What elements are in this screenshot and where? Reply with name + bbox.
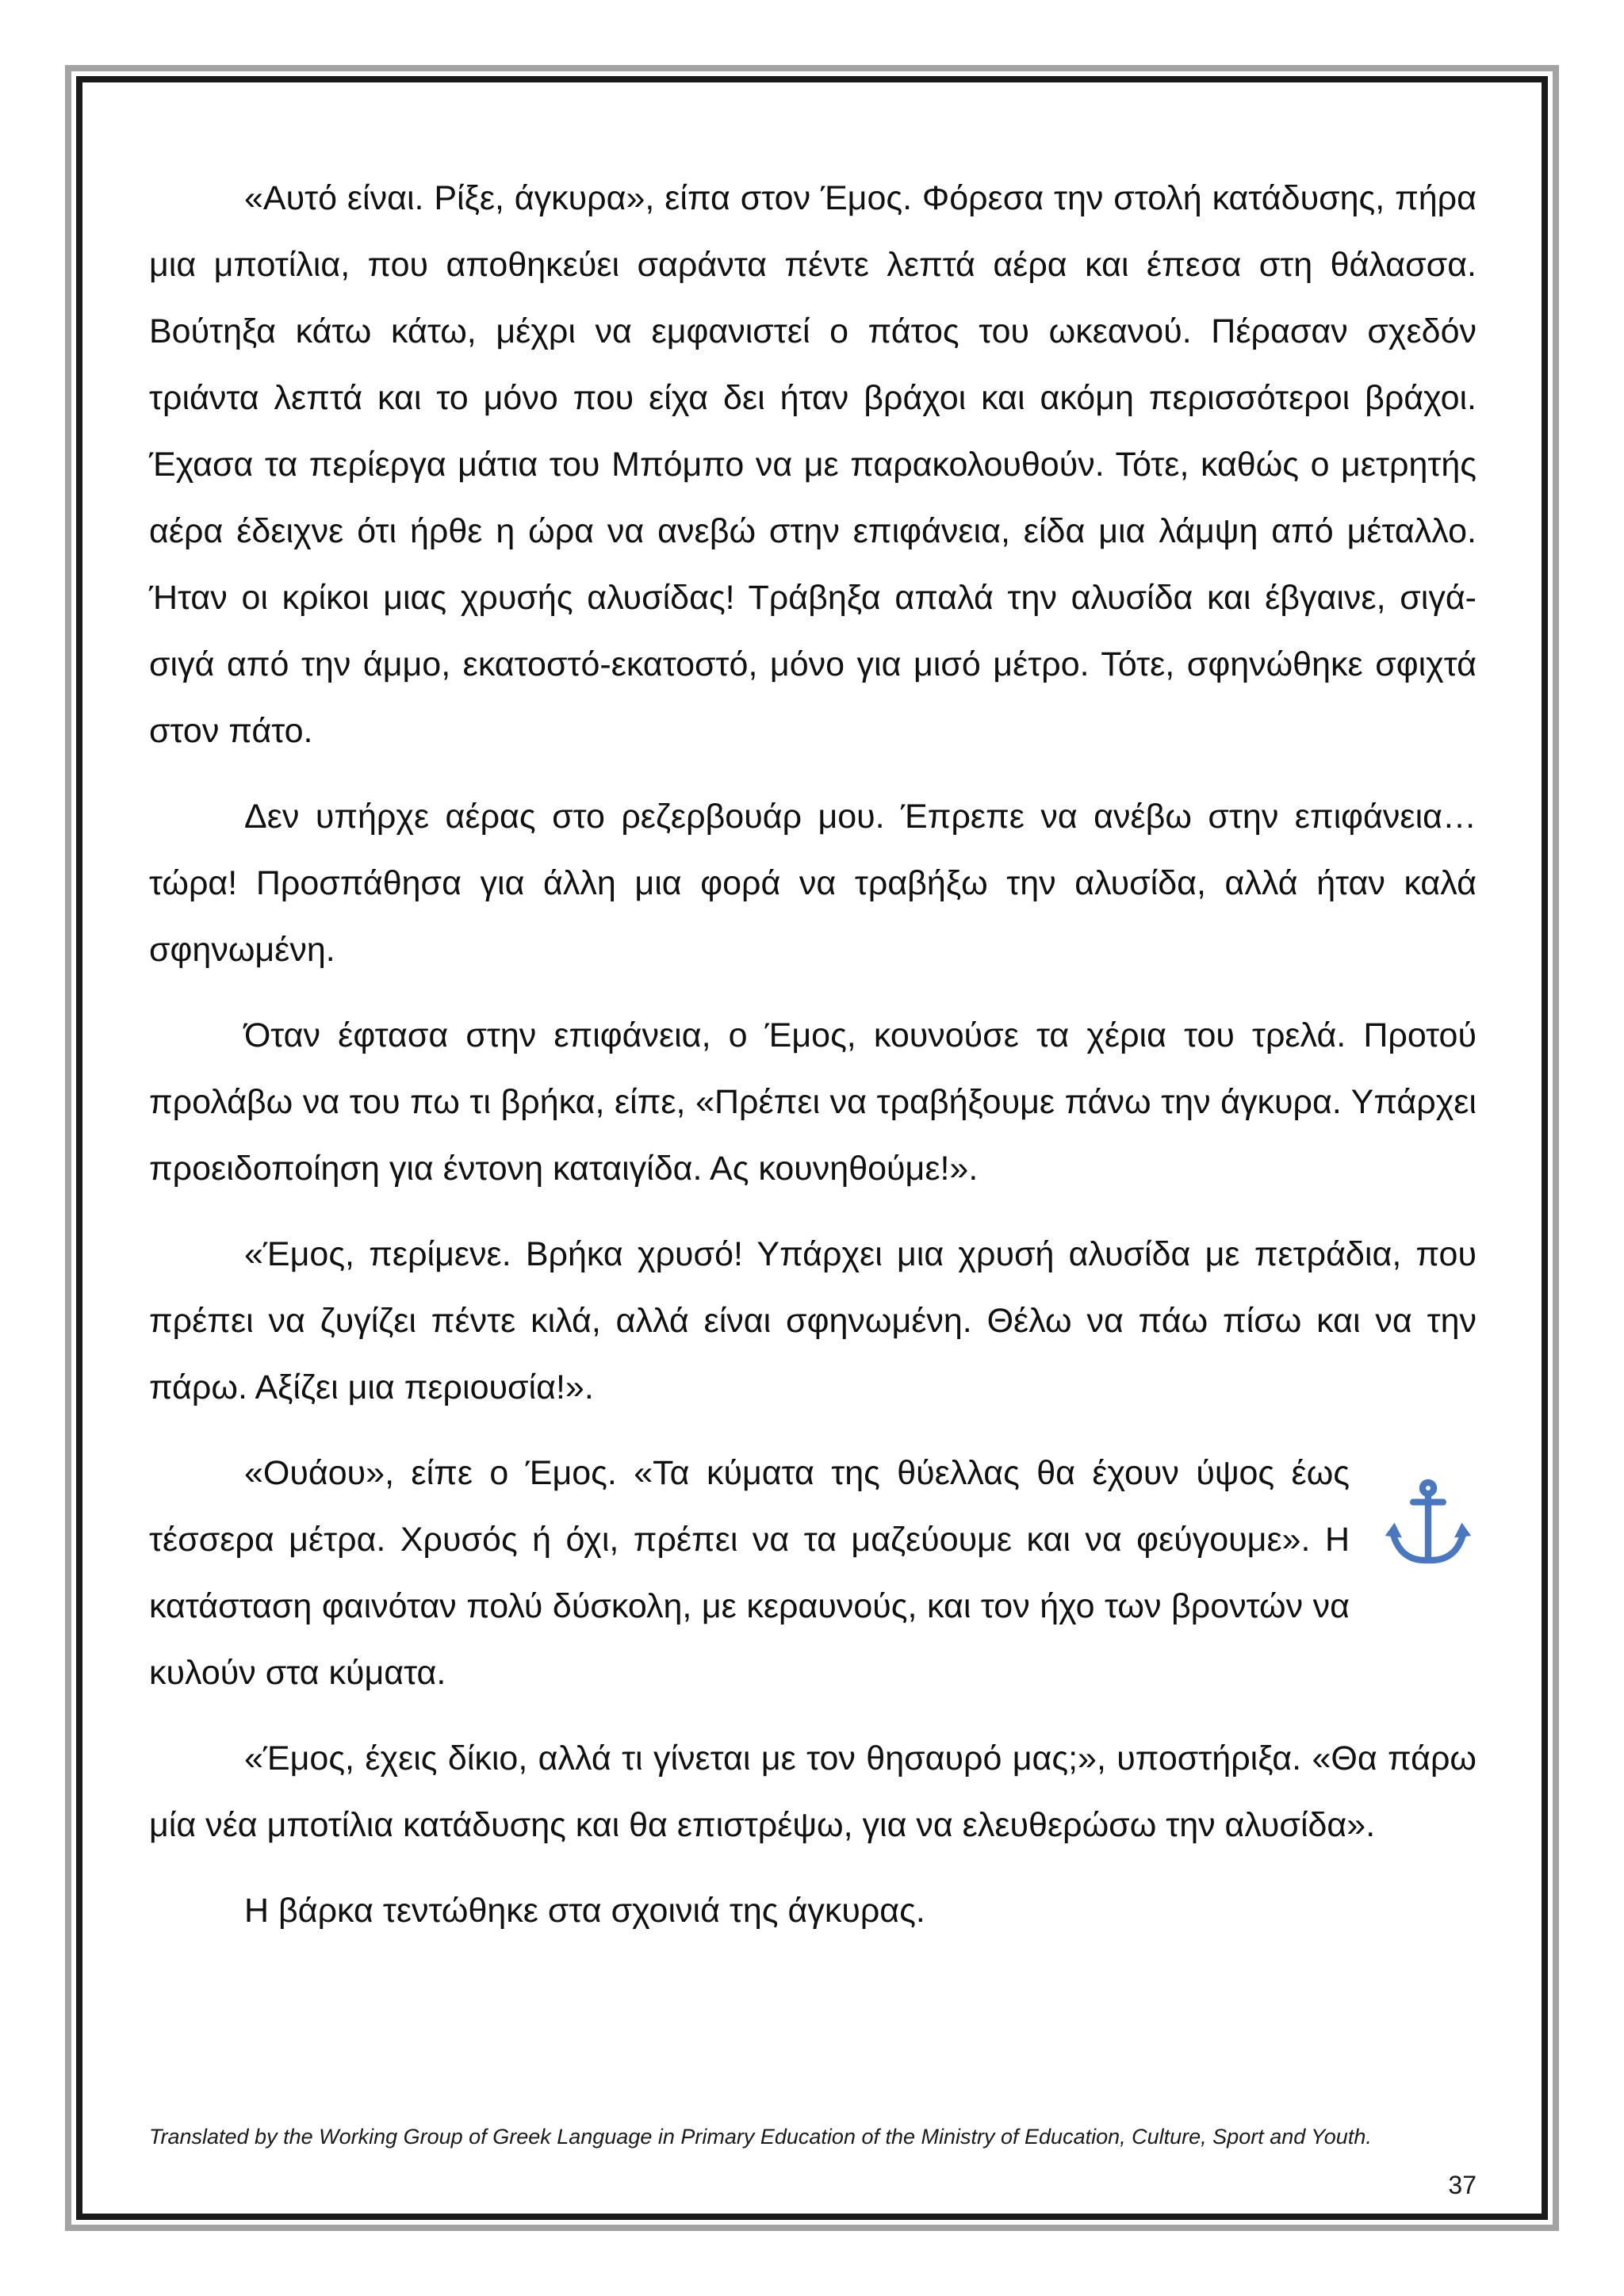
paragraph-3: Όταν έφτασα στην επιφάνεια, ο Έμος, κουνούσε τα χέρια του τρελά. Προτού προλάβω να του πω τι βρήκα, είπε, «Πρέπει να τραβήξουμε πάνω την άγκυρα. Υπάρχει προειδοποίηση για έντονη καταιγίδα. Ας κουνηθούμε!».: [149, 1016, 1477, 1188]
translation-credit: Translated by the Working Group of Greek Language in Primary Education of the Ministry of Education, Culture, Sport and Youth.: [149, 2125, 1372, 2149]
paragraph-6: «Έμος, έχεις δίκιο, αλλά τι γίνεται με τον θησαυρό μας;», υποστήριξα. «Θα πάρω μία νέα μποτίλια κατάδυσης και θα επιστρέψω, για να ελευθερώσω την αλυσίδα».: [149, 1739, 1477, 1844]
anchor-icon: [1381, 1478, 1475, 1571]
paragraph-1: «Αυτό είναι. Ρίξε, άγκυρα», είπα στον Έμος. Φόρεσα την στολή κατάδυσης, πήρα μια μποτίλια, που αποθηκεύει σαράντα πέντε λεπτά αέρα και έπεσα στη θάλασσα. Βούτηξα κάτω κάτω, μέχρι να εμφανιστεί ο πάτος του ωκεανού. Πέρασαν σχεδόν τριάντα λεπτά και το μόνο που είχα δει ήταν βράχοι και ακόμη περισσότεροι βράχοι. Έχασα τα περίεργα μάτια του Μπόμπο να με παρακολουθούν. Τότε, καθώς ο μετρητής αέρα έδειχνε ότι ήρθε η ώρα να ανεβώ στην επιφάνεια, είδα μια λάμψη από μέταλλο. Ήταν οι κρίκοι μιας χρυσής αλυσίδας! Τράβηξα απαλά την αλυσίδα και έβγαινε, σιγά-σιγά από την άμμο, εκατοστό-εκατοστό, μόνο για μισό μέτρο. Τότε, σφηνώθηκε σφιχτά στον πάτο.: [149, 179, 1477, 750]
paragraph-2: Δεν υπήρχε αέρας στο ρεζερβουάρ μου. Έπρεπε να ανέβω στην επιφάνεια… τώρα! Προσπάθησα για άλλη μια φορά να τραβήξω την αλυσίδα, αλλά ήταν καλά σφηνωμένη.: [149, 798, 1477, 969]
anchor-decoration: [1365, 1456, 1477, 1582]
paragraph-5: «Ουάου», είπε ο Έμος. «Τα κύματα της θύελλας θα έχουν ύψος έως τέσσερα μέτρα. Χρυσός ή όχι, πρέπει να τα μαζεύουμε και να φεύγουμε». Η κατάσταση φαινόταν πολύ δύσκολη, με κεραυνούς, και τον ήχο των βροντών να κυλούν στα κύματα.: [149, 1454, 1350, 1692]
story-body: [149, 165, 1477, 1963]
page-number: 37: [1448, 2171, 1477, 2199]
paragraph-4: «Έμος, περίμενε. Βρήκα χρυσό! Υπάρχει μια χρυσή αλυσίδα με πετράδια, που πρέπει να ζυγίζει πέντε κιλά, αλλά είναι σφηνωμένη. Θέλω να πάω πίσω και να την πάρω. Αξίζει μια περιουσία!».: [149, 1235, 1477, 1406]
paragraph-7: Η βάρκα τεντώθηκε στα σχοινιά της άγκυρας.: [244, 1892, 925, 1930]
